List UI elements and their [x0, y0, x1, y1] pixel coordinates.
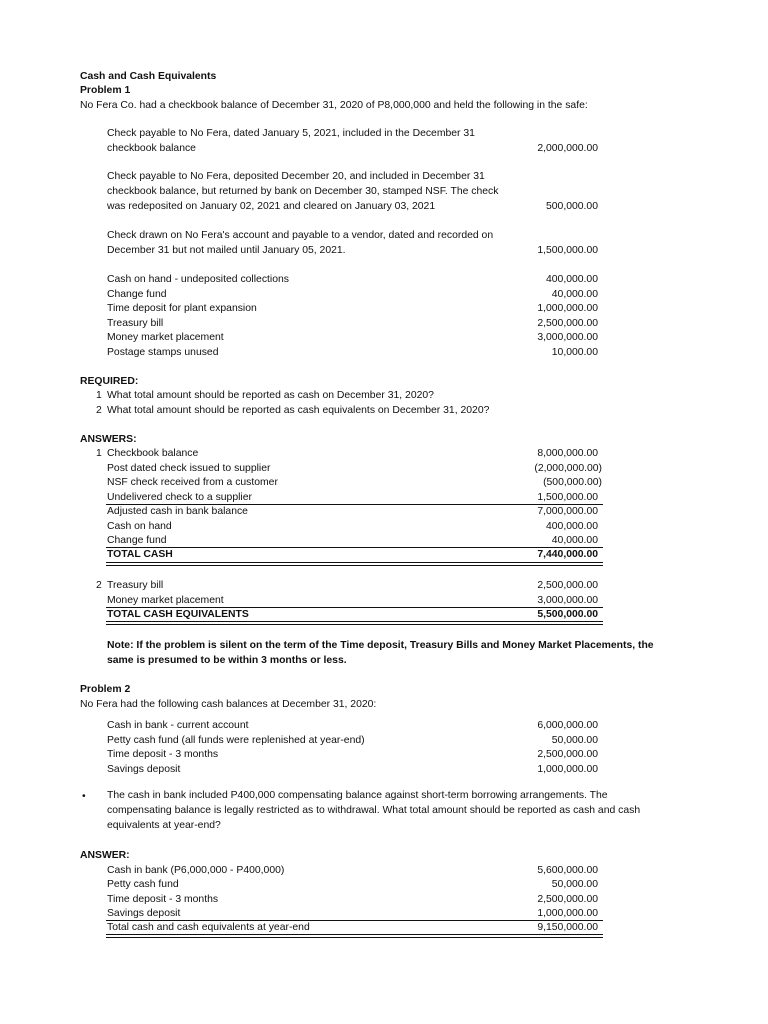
p2-row-label: Savings deposit: [107, 764, 181, 775]
p2-row-label: Time deposit - 3 months: [107, 749, 219, 760]
document-title: Cash and Cash Equivalents: [80, 71, 217, 82]
ce-row-amount: 2,500,000.00: [537, 580, 598, 591]
ce-row-label: Treasury bill: [107, 580, 164, 591]
p2-answer-row-amount: 5,600,000.00: [537, 865, 598, 876]
cash-row-amount: (500,000.00): [543, 477, 602, 488]
item-a-line1: Check payable to No Fera, dated January 5, 2021, included in the December 31: [107, 128, 475, 139]
cash-row-label: Change fund: [107, 535, 167, 546]
p2-row-amount: 1,000,000.00: [537, 764, 598, 775]
cash-row-amount: 7,000,000.00: [537, 506, 598, 517]
answers-heading: ANSWERS:: [80, 434, 137, 445]
p2-answer-row-label: Cash in bank (P6,000,000 - P400,000): [107, 865, 285, 876]
safe-item-amount: 40,000.00: [551, 289, 598, 300]
item-b-line2: checkbook balance, but returned by bank on December 30, stamped NSF. The check: [107, 186, 499, 197]
p2-row-label: Petty cash fund (all funds were replenished at year-end): [107, 735, 365, 746]
item-b-line3: was redeposited on January 02, 2021 and cleared on January 03, 2021: [107, 201, 436, 212]
safe-item-amount: 2,500,000.00: [537, 318, 598, 329]
p2-question-line1: The cash in bank included P400,000 compensating balance against short-term borrowing arrangements. The: [107, 790, 608, 801]
p2-answer-row-amount: 50,000.00: [551, 879, 598, 890]
p2-answer-heading: ANSWER:: [80, 850, 130, 861]
required-q1: What total amount should be reported as cash on December 31, 2020?: [107, 390, 434, 401]
item-a-amount: 2,000,000.00: [537, 143, 598, 154]
p2-answer-row-label: Time deposit - 3 months: [107, 894, 219, 905]
p2-answer-row-label: Petty cash fund: [107, 879, 179, 890]
cash-row-amount: 1,500,000.00: [537, 492, 598, 503]
bullet-icon: •: [82, 791, 86, 802]
problem2-intro: No Fera had the following cash balances at December 31, 2020:: [80, 699, 377, 710]
required-q2: What total amount should be reported as cash equivalents on December 31, 2020?: [107, 405, 490, 416]
p2-row-label: Cash in bank - current account: [107, 720, 249, 731]
safe-item-label: Time deposit for plant expansion: [107, 303, 257, 314]
p2-total-label: Total cash and cash equivalents at year-end: [107, 922, 310, 933]
safe-item-label: Treasury bill: [107, 318, 164, 329]
problem1-heading: Problem 1: [80, 85, 131, 96]
p2-row-amount: 2,500,000.00: [537, 749, 598, 760]
p2-question-line3: equivalents at year-end?: [107, 820, 221, 831]
cash-row-amount: 8,000,000.00: [537, 448, 598, 459]
safe-item-label: Money market placement: [107, 332, 224, 343]
safe-item-amount: 3,000,000.00: [537, 332, 598, 343]
p2-answer-row-amount: 2,500,000.00: [537, 894, 598, 905]
p2-total-amount: 9,150,000.00: [537, 922, 598, 933]
p2-row-amount: 50,000.00: [551, 735, 598, 746]
safe-item-amount: 400,000.00: [545, 274, 598, 285]
item-c-line2: December 31 but not mailed until January 05, 2021.: [107, 245, 346, 256]
p2-answer-row-amount: 1,000,000.00: [537, 908, 598, 919]
total-cash-amount: 7,440,000.00: [537, 549, 598, 560]
total-double-rule: [106, 934, 603, 938]
cash-row-label: Cash on hand: [107, 521, 172, 532]
total-double-rule: [106, 562, 603, 566]
safe-item-label: Change fund: [107, 289, 167, 300]
cash-row-amount: 400,000.00: [545, 521, 598, 532]
cash-row-label: Adjusted cash in bank balance: [107, 506, 248, 517]
answer1-number: 1: [96, 448, 102, 459]
p2-answer-row-label: Savings deposit: [107, 908, 181, 919]
p2-row-amount: 6,000,000.00: [537, 720, 598, 731]
p2-question-line2: compensating balance is legally restricted as to withdrawal. What total amount should be reported as cash and cash: [107, 805, 641, 816]
total-ce-label: TOTAL CASH EQUIVALENTS: [107, 609, 249, 620]
note-line2: same is presumed to be within 3 months or less.: [107, 655, 347, 666]
cash-row-label: NSF check received from a customer: [107, 477, 278, 488]
answer2-number: 2: [96, 580, 102, 591]
safe-item-amount: 10,000.00: [551, 347, 598, 358]
cash-row-label: Checkbook balance: [107, 448, 199, 459]
note-line1: Note: If the problem is silent on the term of the Time deposit, Treasury Bills and Money Market Placements, the: [107, 640, 654, 651]
required-q2-number: 2: [96, 405, 102, 416]
problem2-heading: Problem 2: [80, 684, 131, 695]
total-ce-amount: 5,500,000.00: [537, 609, 598, 620]
safe-item-amount: 1,000,000.00: [537, 303, 598, 314]
cash-row-label: Post dated check issued to supplier: [107, 463, 271, 474]
item-a-line2: checkbook balance: [107, 143, 196, 154]
problem1-intro: No Fera Co. had a checkbook balance of December 31, 2020 of P8,000,000 and held the following in the safe:: [80, 100, 588, 111]
safe-item-label: Postage stamps unused: [107, 347, 219, 358]
ce-row-label: Money market placement: [107, 595, 224, 606]
item-b-amount: 500,000.00: [545, 201, 598, 212]
safe-item-label: Cash on hand - undeposited collections: [107, 274, 289, 285]
cash-row-amount: 40,000.00: [551, 535, 598, 546]
item-c-line1: Check drawn on No Fera's account and payable to a vendor, dated and recorded on: [107, 230, 494, 241]
cash-row-label: Undelivered check to a supplier: [107, 492, 252, 503]
item-b-line1: Check payable to No Fera, deposited December 20, and included in December 31: [107, 171, 485, 182]
required-heading: REQUIRED:: [80, 376, 139, 387]
required-q1-number: 1: [96, 390, 102, 401]
total-double-rule: [106, 621, 603, 625]
item-c-amount: 1,500,000.00: [537, 245, 598, 256]
ce-row-amount: 3,000,000.00: [537, 595, 598, 606]
cash-row-amount: (2,000,000.00): [534, 463, 602, 474]
total-cash-label: TOTAL CASH: [107, 549, 173, 560]
